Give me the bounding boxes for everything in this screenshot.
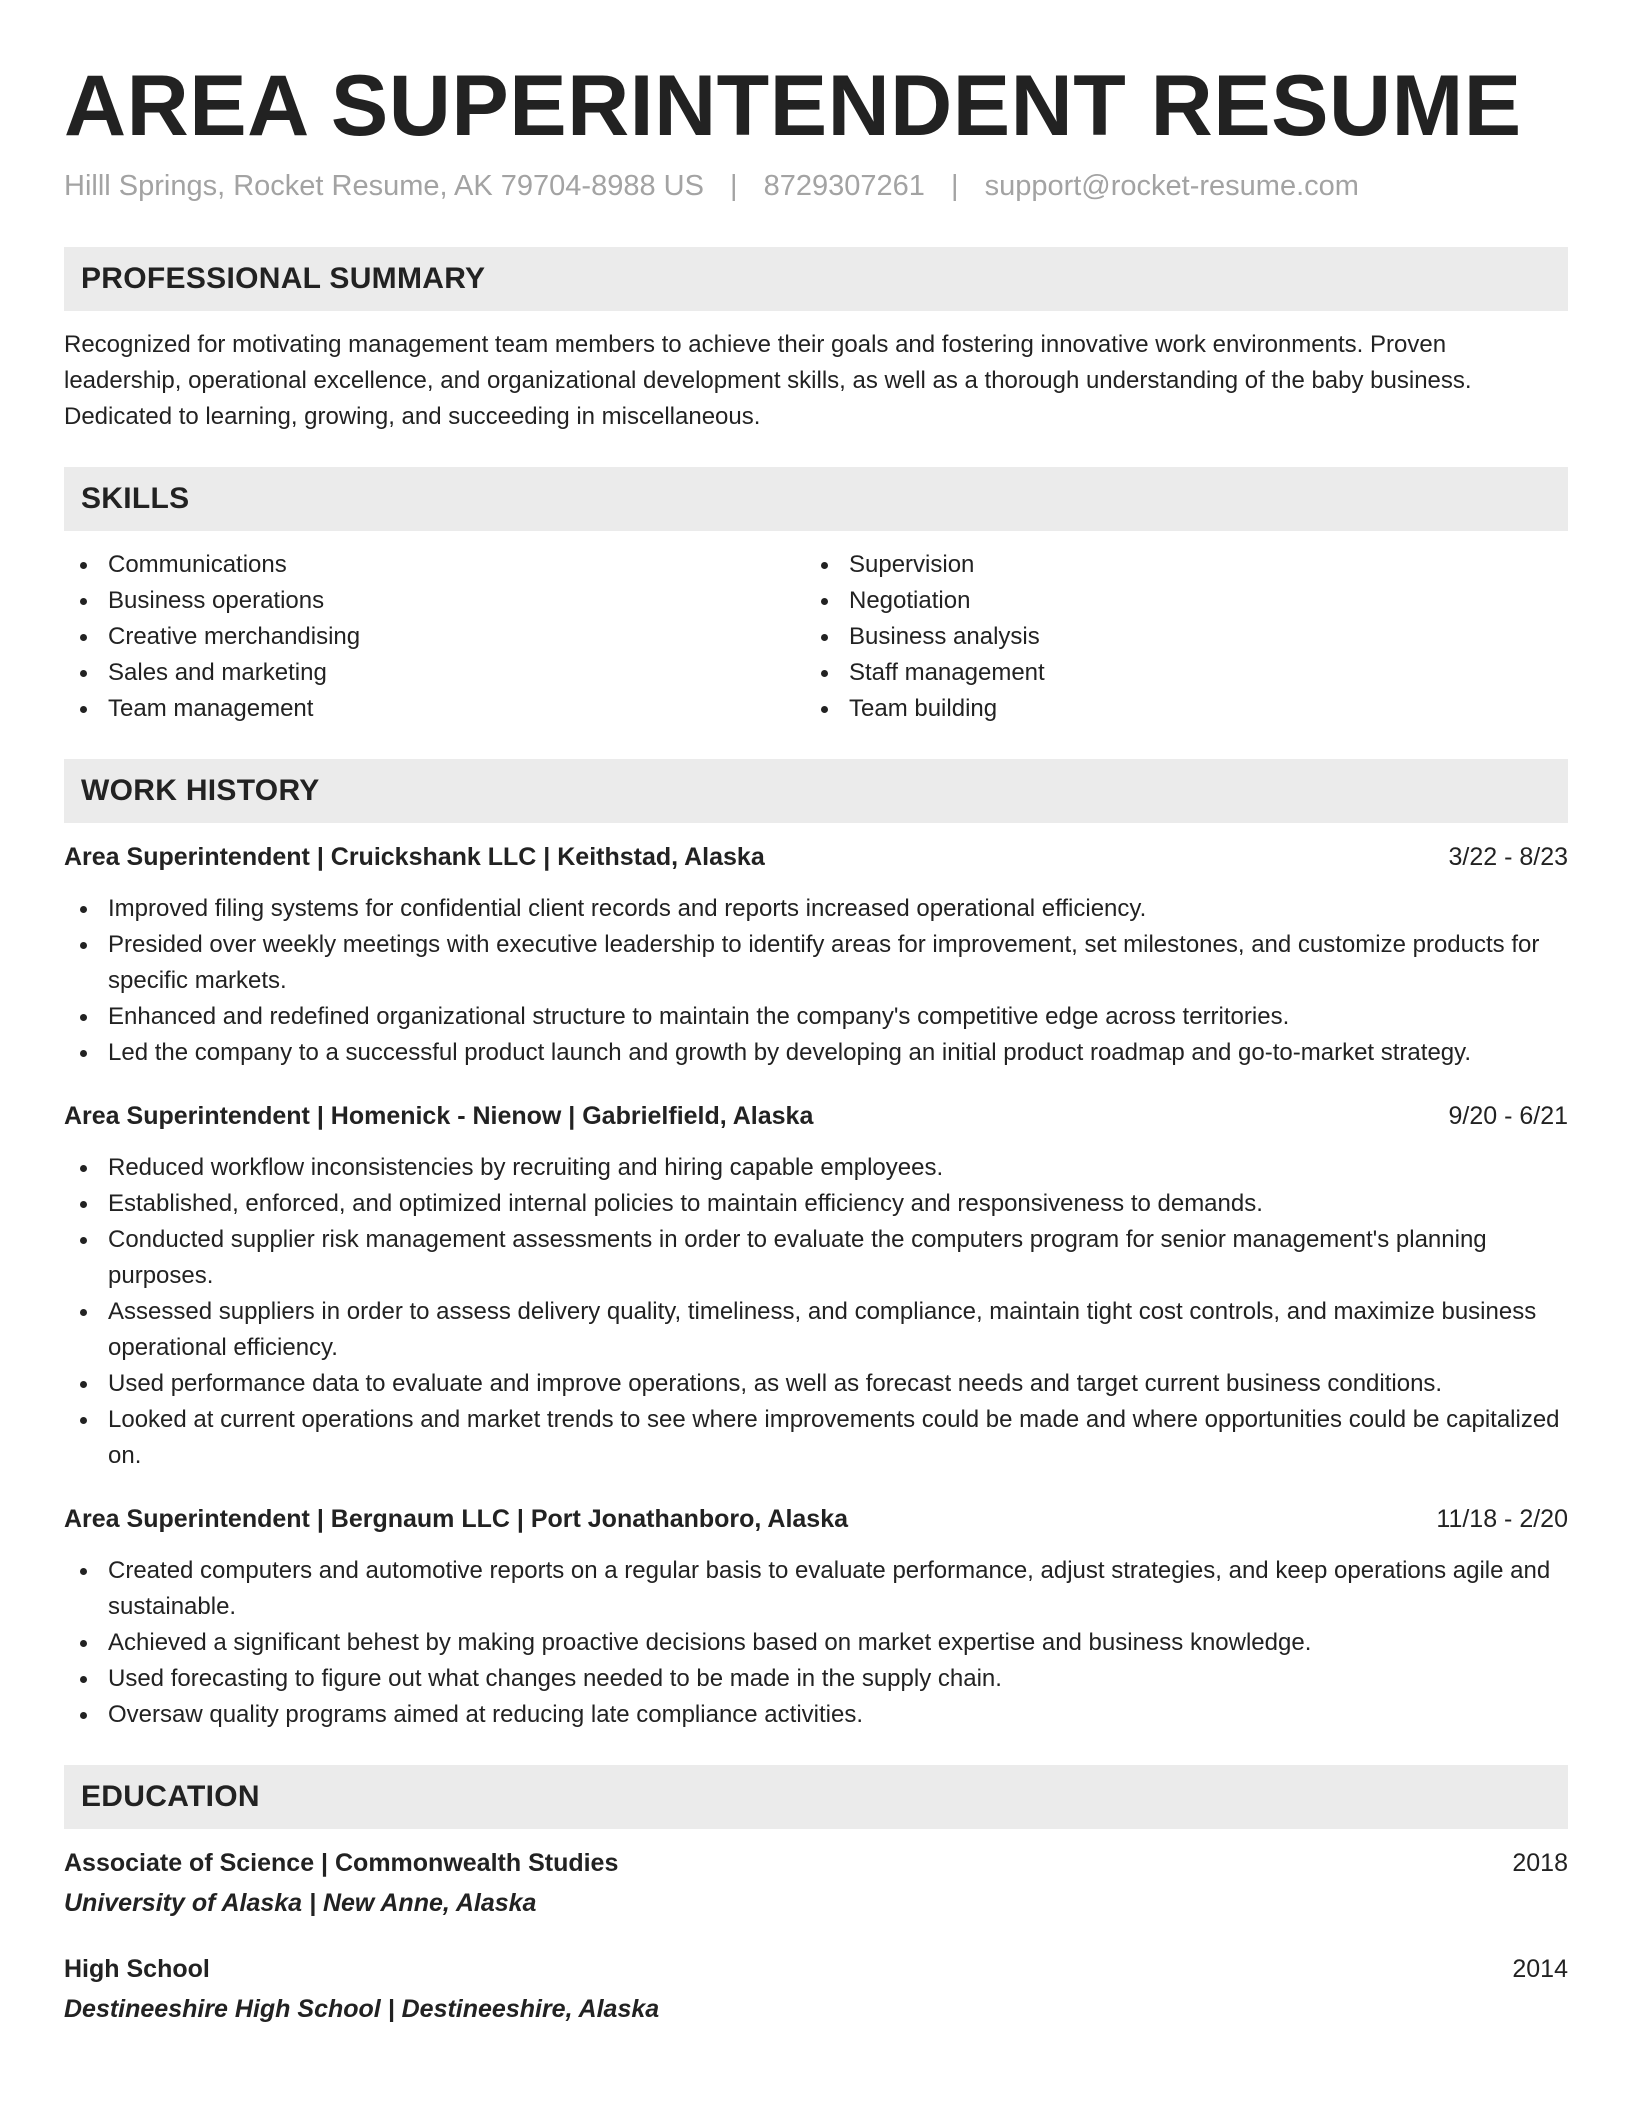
job-dates: 9/20 - 6/21 (1448, 1102, 1568, 1130)
job-title: Area Superintendent | Homenick - Nienow | Gabrielfield, Alaska (64, 1102, 814, 1130)
contact-line (64, 168, 1568, 204)
skills-section-header (64, 467, 1568, 531)
job-bullet: Led the company to a successful product launch and growth by developing an initial product roadmap and go-to-market strategy. (64, 1035, 1568, 1071)
education-degree: Associate of Science | Commonwealth Studies (64, 1849, 619, 1877)
job-bullets (64, 891, 1568, 1071)
job-header (64, 1098, 1568, 1134)
skill-item: Creative merchandising (64, 619, 805, 655)
education-heading: EDUCATION (81, 1780, 260, 1813)
education-header (64, 1845, 1568, 1881)
contact-email: support@rocket-resume.com (984, 170, 1359, 202)
skill-item: Staff management (805, 655, 1546, 691)
job-header (64, 1501, 1568, 1537)
job-bullet: Used forecasting to figure out what changes needed to be made in the supply chain. (64, 1661, 1568, 1697)
skill-item: Supervision (805, 547, 1546, 583)
contact-phone: 8729307261 (763, 170, 925, 202)
job-dates: 11/18 - 2/20 (1436, 1505, 1568, 1533)
job-bullet: Reduced workflow inconsistencies by recruiting and hiring capable employees. (64, 1150, 1568, 1186)
skills-column-left (64, 547, 805, 727)
job-bullets (64, 1150, 1568, 1474)
education-year: 2018 (1512, 1849, 1568, 1877)
resume-title: AREA SUPERINTENDENT RESUME (64, 58, 1522, 154)
job-bullets (64, 1553, 1568, 1733)
job-entry (64, 1501, 1568, 1733)
contact-separator: | (950, 170, 959, 202)
job-bullet: Presided over weekly meetings with executive leadership to identify areas for improvement, set milestones, and customize products for specific markets. (64, 927, 1568, 999)
job-bullet: Created computers and automotive reports on a regular basis to evaluate performance, adjust strategies, and keep operations agile and sustainable. (64, 1553, 1568, 1625)
skills-heading: SKILLS (81, 482, 190, 515)
education-school: University of Alaska | New Anne, Alaska (64, 1889, 537, 1917)
job-entry (64, 1098, 1568, 1474)
education-entry (64, 1845, 1568, 1921)
skill-item: Communications (64, 547, 805, 583)
skill-item: Negotiation (805, 583, 1546, 619)
education-year: 2014 (1512, 1955, 1568, 1983)
job-bullet: Enhanced and redefined organizational structure to maintain the company's competitive edge across territories. (64, 999, 1568, 1035)
job-bullet: Established, enforced, and optimized internal policies to maintain efficiency and responsiveness to demands. (64, 1186, 1568, 1222)
job-bullet: Looked at current operations and market trends to see where improvements could be made and where opportunities could be capitalized on. (64, 1402, 1568, 1474)
education-school: Destineeshire High School | Destineeshire, Alaska (64, 1995, 660, 2023)
skill-item: Team building (805, 691, 1546, 727)
job-entry (64, 839, 1568, 1071)
job-bullet: Used performance data to evaluate and improve operations, as well as forecast needs and target current business conditions. (64, 1366, 1568, 1402)
job-dates: 3/22 - 8/23 (1448, 843, 1568, 871)
education-degree: High School (64, 1955, 210, 1983)
job-bullet: Achieved a significant behest by making proactive decisions based on market expertise and business knowledge. (64, 1625, 1568, 1661)
skill-item: Team management (64, 691, 805, 727)
job-header (64, 839, 1568, 875)
job-bullet: Conducted supplier risk management assessments in order to evaluate the computers program for senior management's planning purposes. (64, 1222, 1568, 1294)
job-title: Area Superintendent | Cruickshank LLC | Keithstad, Alaska (64, 843, 765, 871)
skill-item: Sales and marketing (64, 655, 805, 691)
job-title: Area Superintendent | Bergnaum LLC | Port Jonathanboro, Alaska (64, 1505, 849, 1533)
education-section-header (64, 1765, 1568, 1829)
skills-list (64, 547, 1568, 727)
job-bullet: Improved filing systems for confidential client records and reports increased operational efficiency. (64, 891, 1568, 927)
work-section-header (64, 759, 1568, 823)
job-bullet: Oversaw quality programs aimed at reducing late compliance activities. (64, 1697, 1568, 1733)
education-header (64, 1951, 1568, 1987)
work-heading: WORK HISTORY (81, 774, 320, 807)
contact-address: Hilll Springs, Rocket Resume, AK 79704-8988 US (64, 170, 704, 202)
summary-heading: PROFESSIONAL SUMMARY (81, 262, 486, 295)
summary-text: Recognized for motivating management team members to achieve their goals and fostering innovative work environments. Proven leadership, operational excellence, and organizational development skills, as well as a thorough understanding of the baby business. Dedicated to learning, growing, and succeeding in miscellaneous. (64, 331, 1472, 430)
education-entry (64, 1951, 1568, 2027)
skill-item: Business operations (64, 583, 805, 619)
job-bullet: Assessed suppliers in order to assess delivery quality, timeliness, and compliance, maintain tight cost controls, and maximize business operational efficiency. (64, 1294, 1568, 1366)
contact-separator: | (730, 170, 738, 202)
summary-section-header (64, 247, 1568, 311)
skills-column-right (805, 547, 1546, 727)
skill-item: Business analysis (805, 619, 1546, 655)
